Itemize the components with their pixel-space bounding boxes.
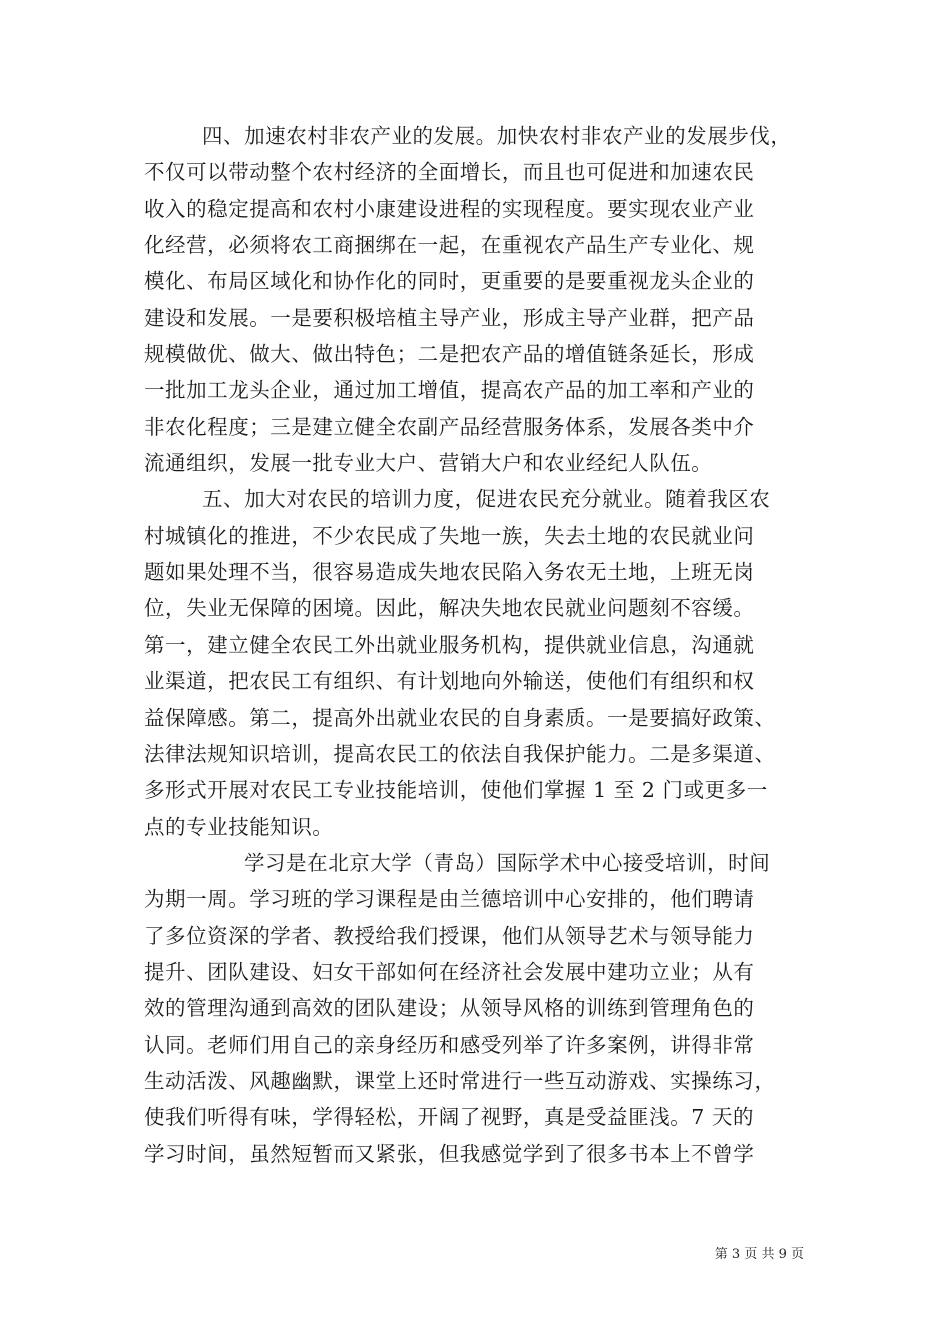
paragraph-4 bbox=[144, 118, 810, 481]
text-line: 村城镇化的推进，不少农民成了失地一族，失去土地的农民就业问 bbox=[144, 523, 755, 548]
text-line: 题如果处理不当，很容易造成失地农民陷入务农无土地，上班无岗 bbox=[144, 560, 755, 585]
text-line: 效的管理沟通到高效的团队建设；从领导风格的训练到管理角色的 bbox=[144, 996, 755, 1021]
text-line: 收入的稳定提高和农村小康建设进程的实现程度。要实现农业产业 bbox=[144, 196, 755, 221]
text-line: 一批加工龙头企业，通过加工增值，提高农产品的加工率和产业的 bbox=[144, 378, 755, 403]
text-line: 益保障感。第二，提高外出就业农民的自身素质。一是要搞好政策、 bbox=[144, 705, 776, 730]
paragraph-5 bbox=[144, 481, 810, 844]
text-line: 业渠道，把农民工有组织、有计划地向外输送，使他们有组织和权 bbox=[144, 669, 755, 694]
text-line: 多形式开展对农民工专业技能培训，使他们掌握 1 至 2 门或更多一 bbox=[144, 778, 768, 803]
text-line: 点的专业技能知识。 bbox=[144, 814, 334, 839]
text-line: 第一，建立健全农民工外出就业服务机构，提供就业信息，沟通就 bbox=[144, 632, 755, 657]
text-line: 四、加速农村非农产业的发展。加快农村非农产业的发展步伐， bbox=[202, 124, 792, 148]
page-number-footer: 第 3 页 共 9 页 bbox=[714, 1247, 804, 1262]
document-body bbox=[144, 118, 810, 1172]
text-line: 规模做优、做大、做出特色；二是把农产品的增值链条延长，形成 bbox=[144, 342, 755, 367]
text-line: 提升、团队建设、妇女干部如何在经济社会发展中建功立业；从有 bbox=[144, 959, 755, 984]
text-line: 学习是在北京大学（青岛）国际学术中心接受培训，时间 bbox=[244, 850, 771, 875]
text-line: 使我们听得有味，学得轻松，开阔了视野，真是受益匪浅。7 天的 bbox=[144, 1105, 755, 1130]
text-line: 化经营，必须将农工商捆绑在一起，在重视农产品生产专业化、规 bbox=[144, 233, 755, 258]
text-line: 非农化程度；三是建立健全农副产品经营服务体系，发展各类中介 bbox=[144, 414, 755, 439]
text-line: 位，失业无保障的困境。因此，解决失地农民就业问题刻不容缓。 bbox=[144, 596, 755, 621]
text-line: 五、加大对农民的培训力度，促进农民充分就业。随着我区农 bbox=[202, 487, 771, 512]
text-line: 了多位资深的学者、教授给我们授课，他们从领导艺术与领导能力 bbox=[144, 923, 755, 948]
text-line: 模化、布局区域化和协作化的同时，更重要的是要重视龙头企业的 bbox=[144, 269, 755, 294]
text-line: 不仅可以带动整个农村经济的全面增长，而且也可促进和加速农民 bbox=[144, 160, 755, 185]
text-line: 建设和发展。一是要积极培植主导产业，形成主导产业群，把产品 bbox=[144, 305, 755, 330]
text-line: 流通组织，发展一批专业大户、营销大户和农业经纪人队伍。 bbox=[144, 451, 713, 476]
text-line: 为期一周。学习班的学习课程是由兰德培训中心安排的，他们聘请 bbox=[144, 887, 755, 912]
text-line: 生动活泼、风趣幽默，课堂上还时常进行一些互动游戏、实操练习， bbox=[144, 1068, 776, 1093]
text-line: 法律法规知识培训，提高农民工的依法自我保护能力。二是多渠道、 bbox=[144, 741, 776, 766]
paragraph-6 bbox=[144, 845, 810, 1172]
text-line: 认同。老师们用自己的亲身经历和感受列举了许多案例，讲得非常 bbox=[144, 1032, 755, 1057]
text-line: 学习时间，虽然短暂而又紧张，但我感觉学到了很多书本上不曾学 bbox=[144, 1141, 755, 1166]
